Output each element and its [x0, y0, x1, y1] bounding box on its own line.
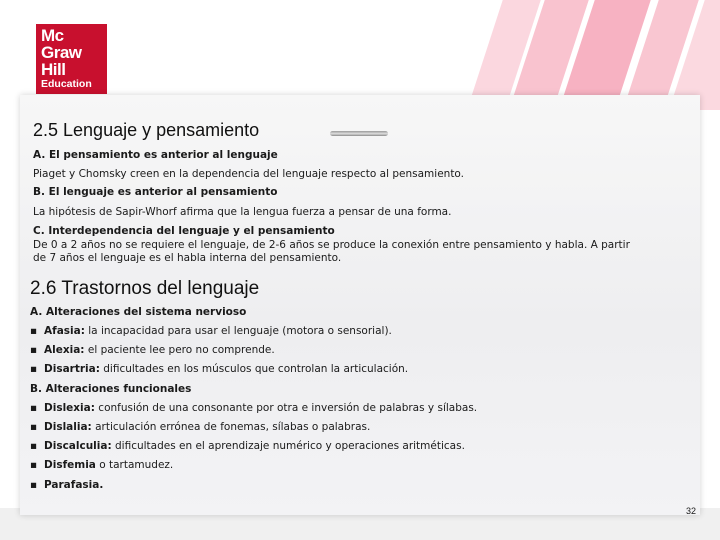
- title-decoration: [330, 131, 388, 136]
- term: Disartria:: [44, 363, 100, 375]
- text-c-line1: De 0 a 2 años no se requiere el lenguaje, de 2-6 años se produce la conexión entre pensamiento y habla. A partir: [33, 239, 630, 251]
- heading-b-lenguaje: B. El lenguaje es anterior al pensamiento: [33, 186, 278, 198]
- term: Disfemia: [44, 459, 96, 471]
- description: articulación errónea de fonemas, sílabas o palabras.: [91, 421, 371, 433]
- logo-line-hill: Hill: [41, 60, 66, 79]
- decorative-stripes: [460, 0, 720, 110]
- bullet-icon: ▪: [30, 479, 38, 491]
- list-item: [30, 363, 408, 375]
- bullet-icon: ▪: [30, 344, 38, 356]
- logo-line-mc: Mc: [41, 26, 64, 45]
- list-item: [30, 402, 477, 414]
- description: el paciente lee pero no comprende.: [84, 344, 275, 356]
- heading-alteraciones-funcionales: B. Alteraciones funcionales: [30, 383, 192, 395]
- list-item: [30, 459, 173, 471]
- heading-c-interdependencia: C. Interdependencia del lenguaje y el pensamiento: [33, 225, 335, 237]
- bullet-icon: ▪: [30, 440, 38, 452]
- mcgraw-hill-logo: [36, 24, 107, 94]
- term: Alexia:: [44, 344, 85, 356]
- text-a: Piaget y Chomsky creen en la dependencia del lenguaje respecto al pensamiento.: [33, 168, 465, 180]
- list-item: [30, 344, 275, 356]
- term: Afasia:: [44, 325, 85, 337]
- bullet-icon: ▪: [30, 325, 38, 337]
- list-item: [30, 440, 465, 452]
- bullet-icon: ▪: [30, 402, 38, 414]
- text-b: La hipótesis de Sapir-Whorf afirma que la lengua fuerza a pensar de una forma.: [33, 206, 452, 218]
- term: Dislalia:: [44, 421, 92, 433]
- logo-line-education: Education: [41, 78, 92, 90]
- description: dificultades en el aprendizaje numérico y operaciones aritméticas.: [111, 440, 465, 452]
- heading-alteraciones-nervioso: A. Alteraciones del sistema nervioso: [30, 306, 247, 318]
- term: Discalculia:: [44, 440, 112, 452]
- page-number: 32: [686, 506, 697, 516]
- description: o tartamudez.: [95, 459, 174, 471]
- term: Parafasia.: [44, 479, 104, 491]
- bullet-icon: ▪: [30, 459, 38, 471]
- list-item: [30, 421, 370, 433]
- list-item: [30, 325, 392, 337]
- section-title-2-5: 2.5 Lenguaje y pensamiento: [33, 120, 260, 140]
- bullet-icon: ▪: [30, 363, 38, 375]
- description: confusión de una consonante por otra e inversión de palabras y sílabas.: [94, 402, 478, 414]
- heading-a-pensamiento: A. El pensamiento es anterior al lenguaje: [33, 149, 278, 161]
- list-item: [30, 479, 103, 491]
- text-c-line2: de 7 años el lenguaje es el habla interna del pensamiento.: [33, 252, 342, 264]
- term: Dislexia:: [44, 402, 95, 414]
- description: dificultades en los músculos que controlan la articulación.: [99, 363, 409, 375]
- description: la incapacidad para usar el lenguaje (motora o sensorial).: [84, 325, 392, 337]
- section-title-2-6: 2.6 Trastornos del lenguaje: [30, 278, 260, 299]
- bullet-icon: ▪: [30, 421, 38, 433]
- logo-line-graw: Graw: [41, 43, 82, 62]
